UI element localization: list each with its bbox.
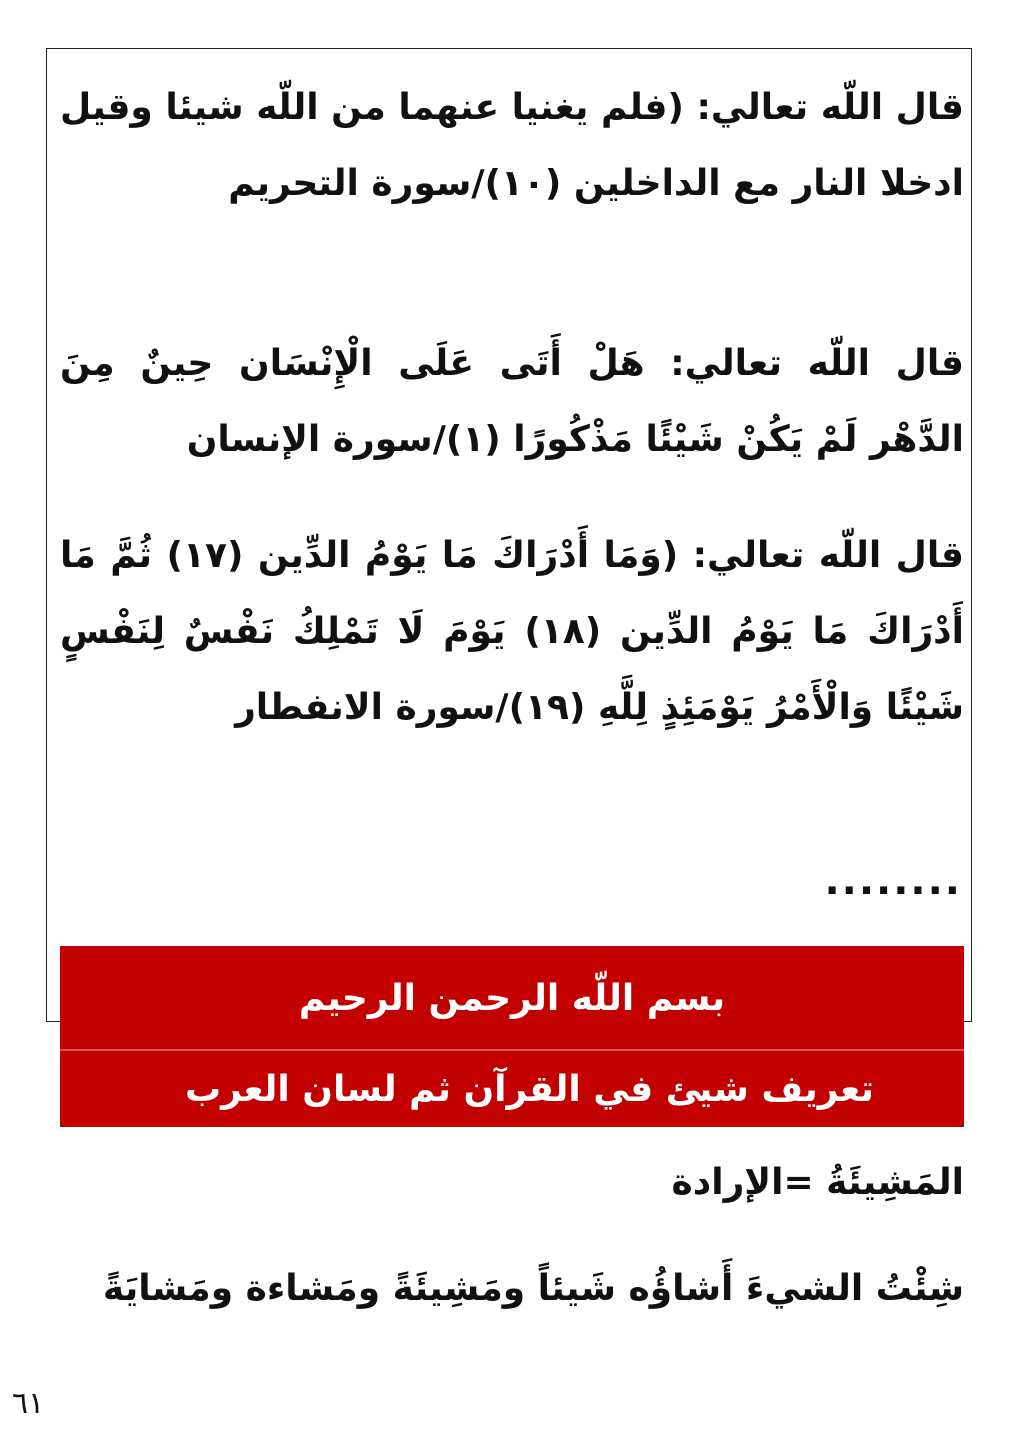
quran-paragraph-tahrim: قال اللّه تعالي: (فلم يغنيا عنهما من اللّه شيئا وقيل ادخلا النار مع الداخلين (١٠)/سورة التحريم (60, 87, 964, 204)
definition-line: المَشِيئَةُ =الإرادة (671, 1162, 964, 1203)
page-number: ٦١ (12, 1386, 45, 1421)
basmala-text: بسم اللّه الرحمن الرحيم (298, 977, 726, 1019)
section-title-text: تعريف شيئ في القرآن ثم لسان العرب (184, 1068, 874, 1110)
quran-paragraph-insan: قال اللّه تعالي: هَلْ أَتَى عَلَى الْإِنْسَان حِينٌ مِنَ الدَّهْر لَمْ يَكُنْ شَيْئًا مَذْكُورًا (١)/سورة الإنسان (60, 343, 964, 460)
morphology-line: شِئْتُ الشيءَ أَشاؤُه شَيئاً ومَشِيئَةً ومَشاءة ومَشايَةً (102, 1268, 964, 1309)
basmala-banner (60, 946, 964, 1050)
section-dots: ........ (824, 858, 962, 904)
section-title-banner (60, 1051, 964, 1127)
quran-paragraph-infitar: قال اللّه تعالي: (وَمَا أَدْرَاكَ مَا يَوْمُ الدِّين (١٧) ثُمَّ مَا أَدْرَاكَ مَا يَوْمُ الدِّين (١٨) يَوْمَ لَا تَمْلِكُ نَفْسٌ لِنَفْسٍ شَيْئًا وَالْأَمْرُ يَوْمَئِذٍ لِلَّهِ (١٩)/سورة الانفطار (60, 535, 965, 728)
